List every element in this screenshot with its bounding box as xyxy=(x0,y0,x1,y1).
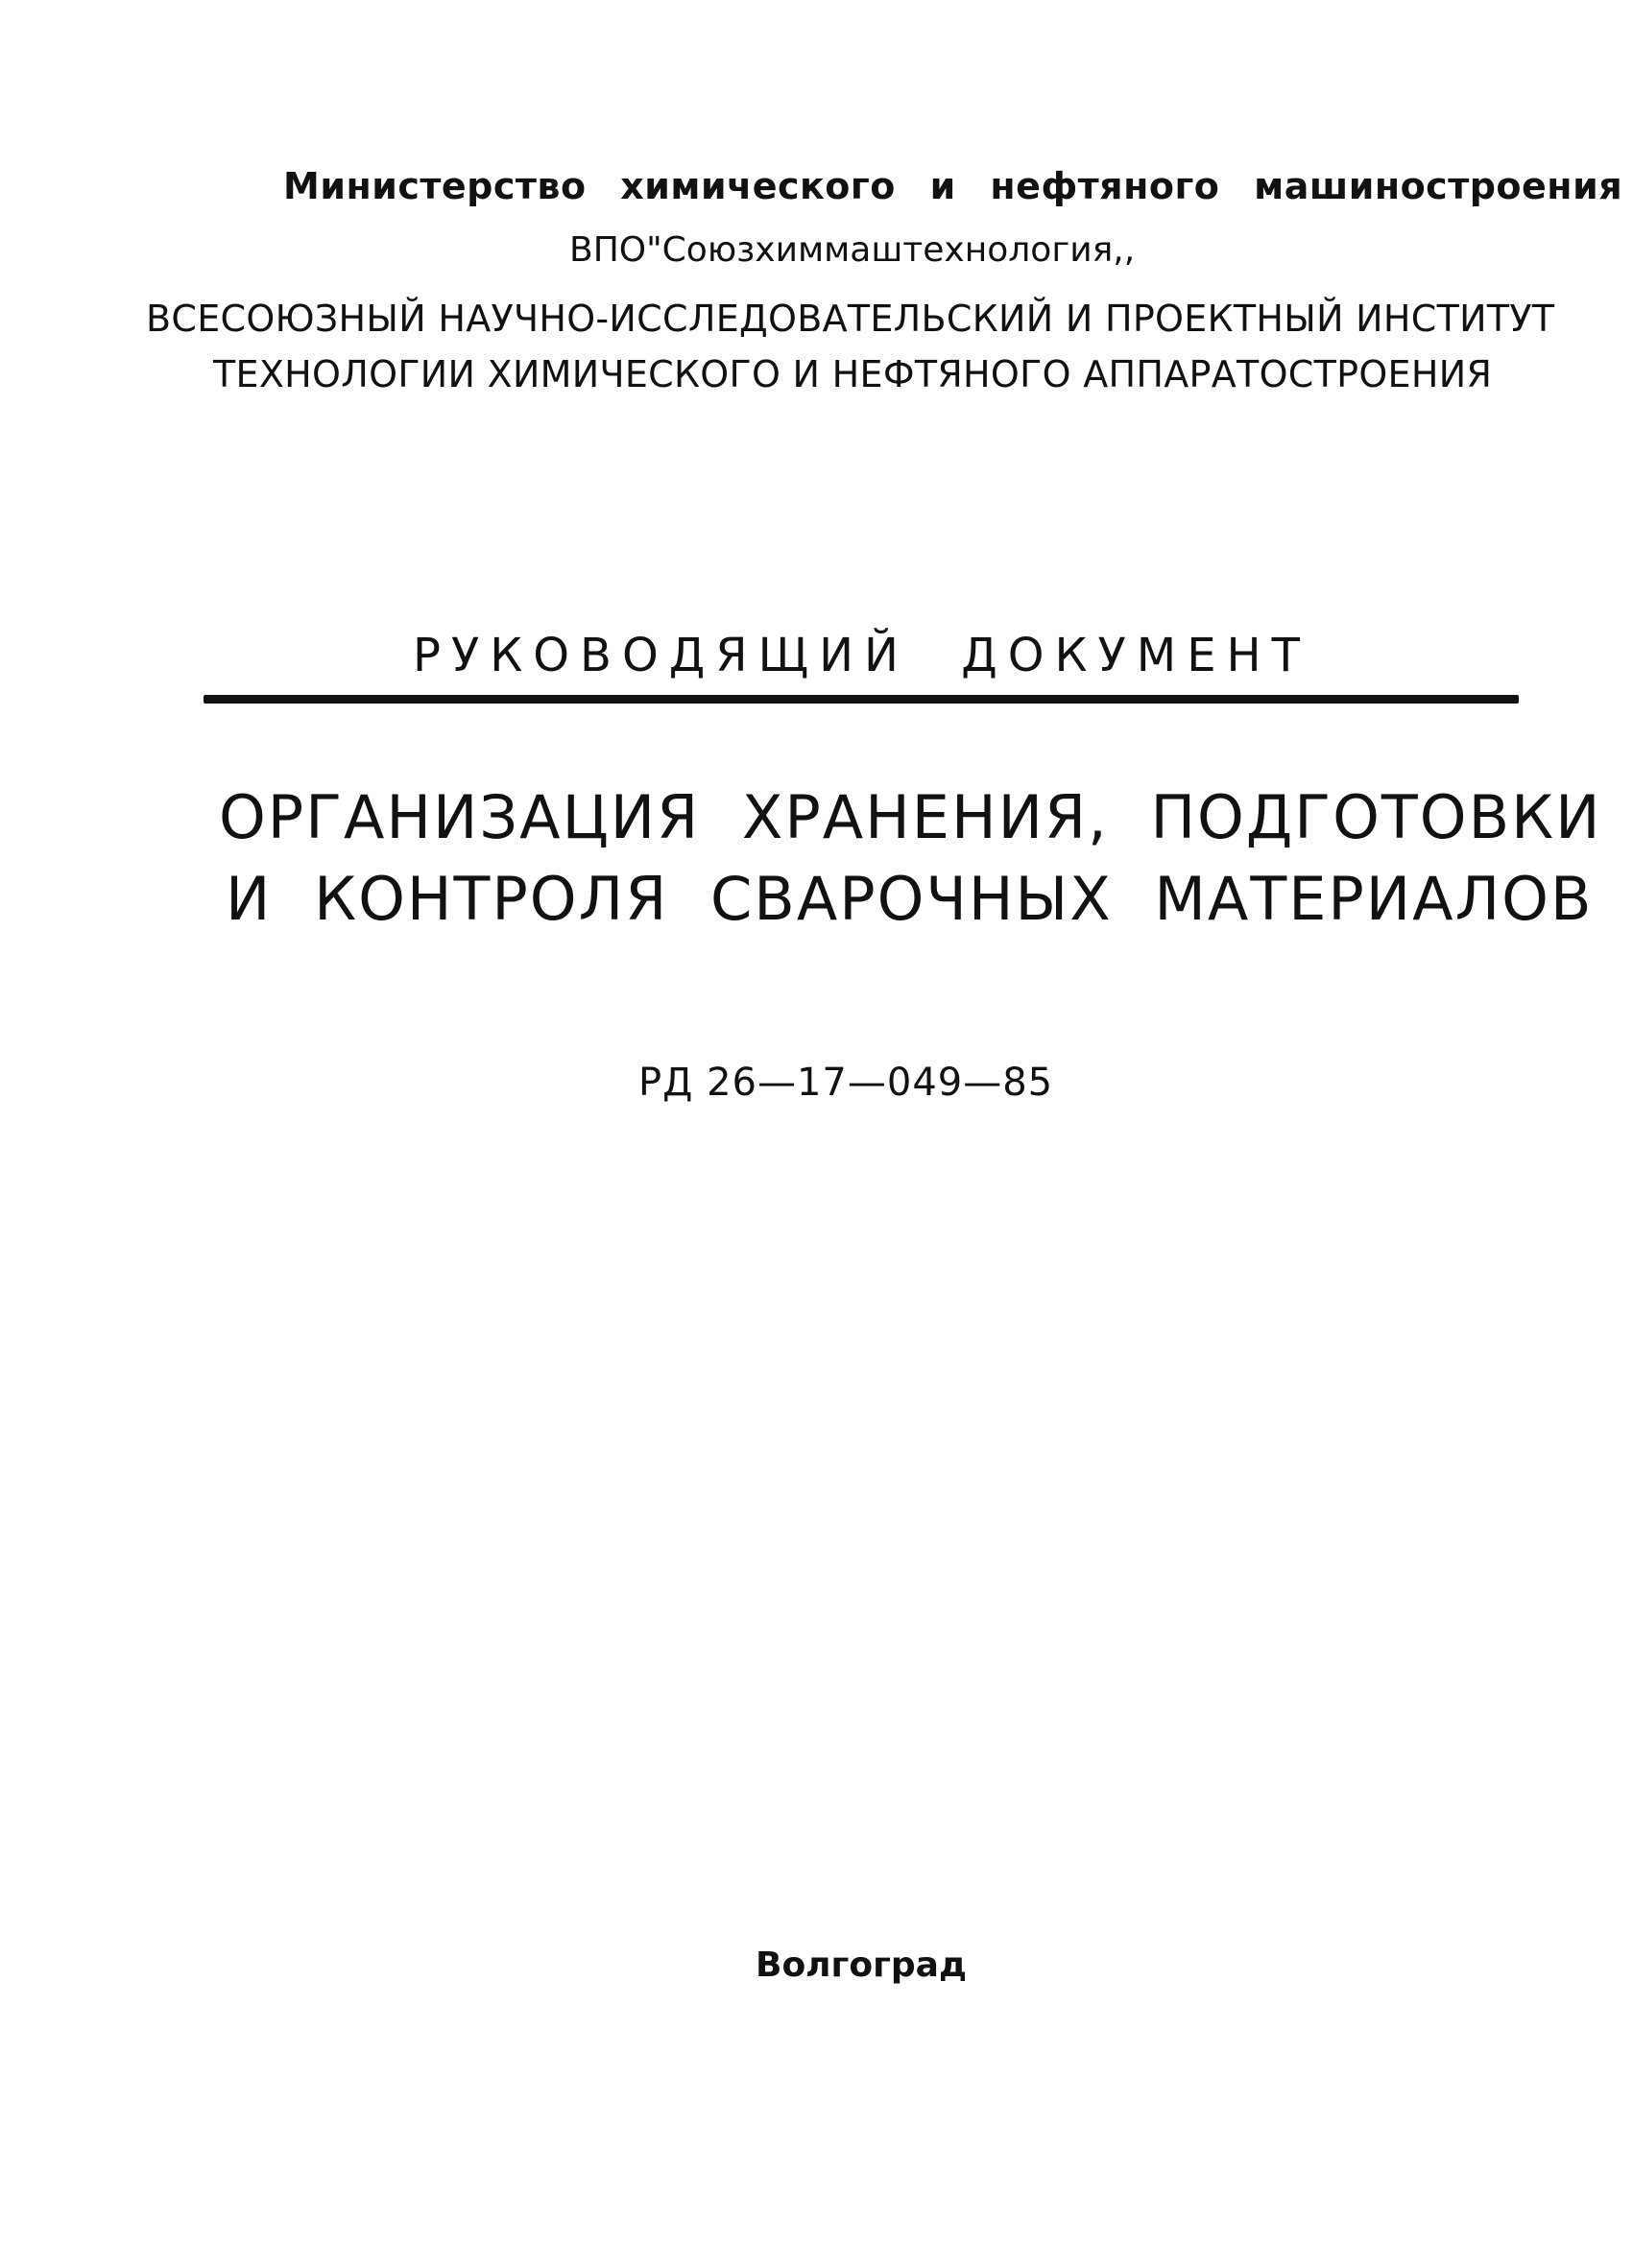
document-code: РД 26—17—049—85 xyxy=(638,1061,1054,1105)
association-name: ВПО"Союзхиммаштехнология,, xyxy=(569,230,1136,270)
ministry-name: Министерство химического и нефтяного машиностроения xyxy=(283,165,1623,207)
heading-divider xyxy=(204,695,1519,704)
institute-name-line-2: ТЕХНОЛОГИИ ХИМИЧЕСКОГО И НЕФТЯНОГО АППАРАТОСТРОЕНИЯ xyxy=(213,353,1493,395)
institute-name-line-1: ВСЕСОЮЗНЫЙ НАУЧНО-ИССЛЕДОВАТЕЛЬСКИЙ И ПРОЕКТНЫЙ ИНСТИТУТ xyxy=(146,298,1555,340)
document-type-heading: РУКОВОДЯЩИЙ ДОКУМЕНТ xyxy=(413,629,1310,682)
document-title-line-1: ОРГАНИЗАЦИЯ ХРАНЕНИЯ, ПОДГОТОВКИ xyxy=(219,782,1602,852)
publication-city: Волгоград xyxy=(756,1946,968,1985)
document-title-line-2: И КОНТРОЛЯ СВАРОЧНЫХ МАТЕРИАЛОВ xyxy=(226,864,1594,934)
